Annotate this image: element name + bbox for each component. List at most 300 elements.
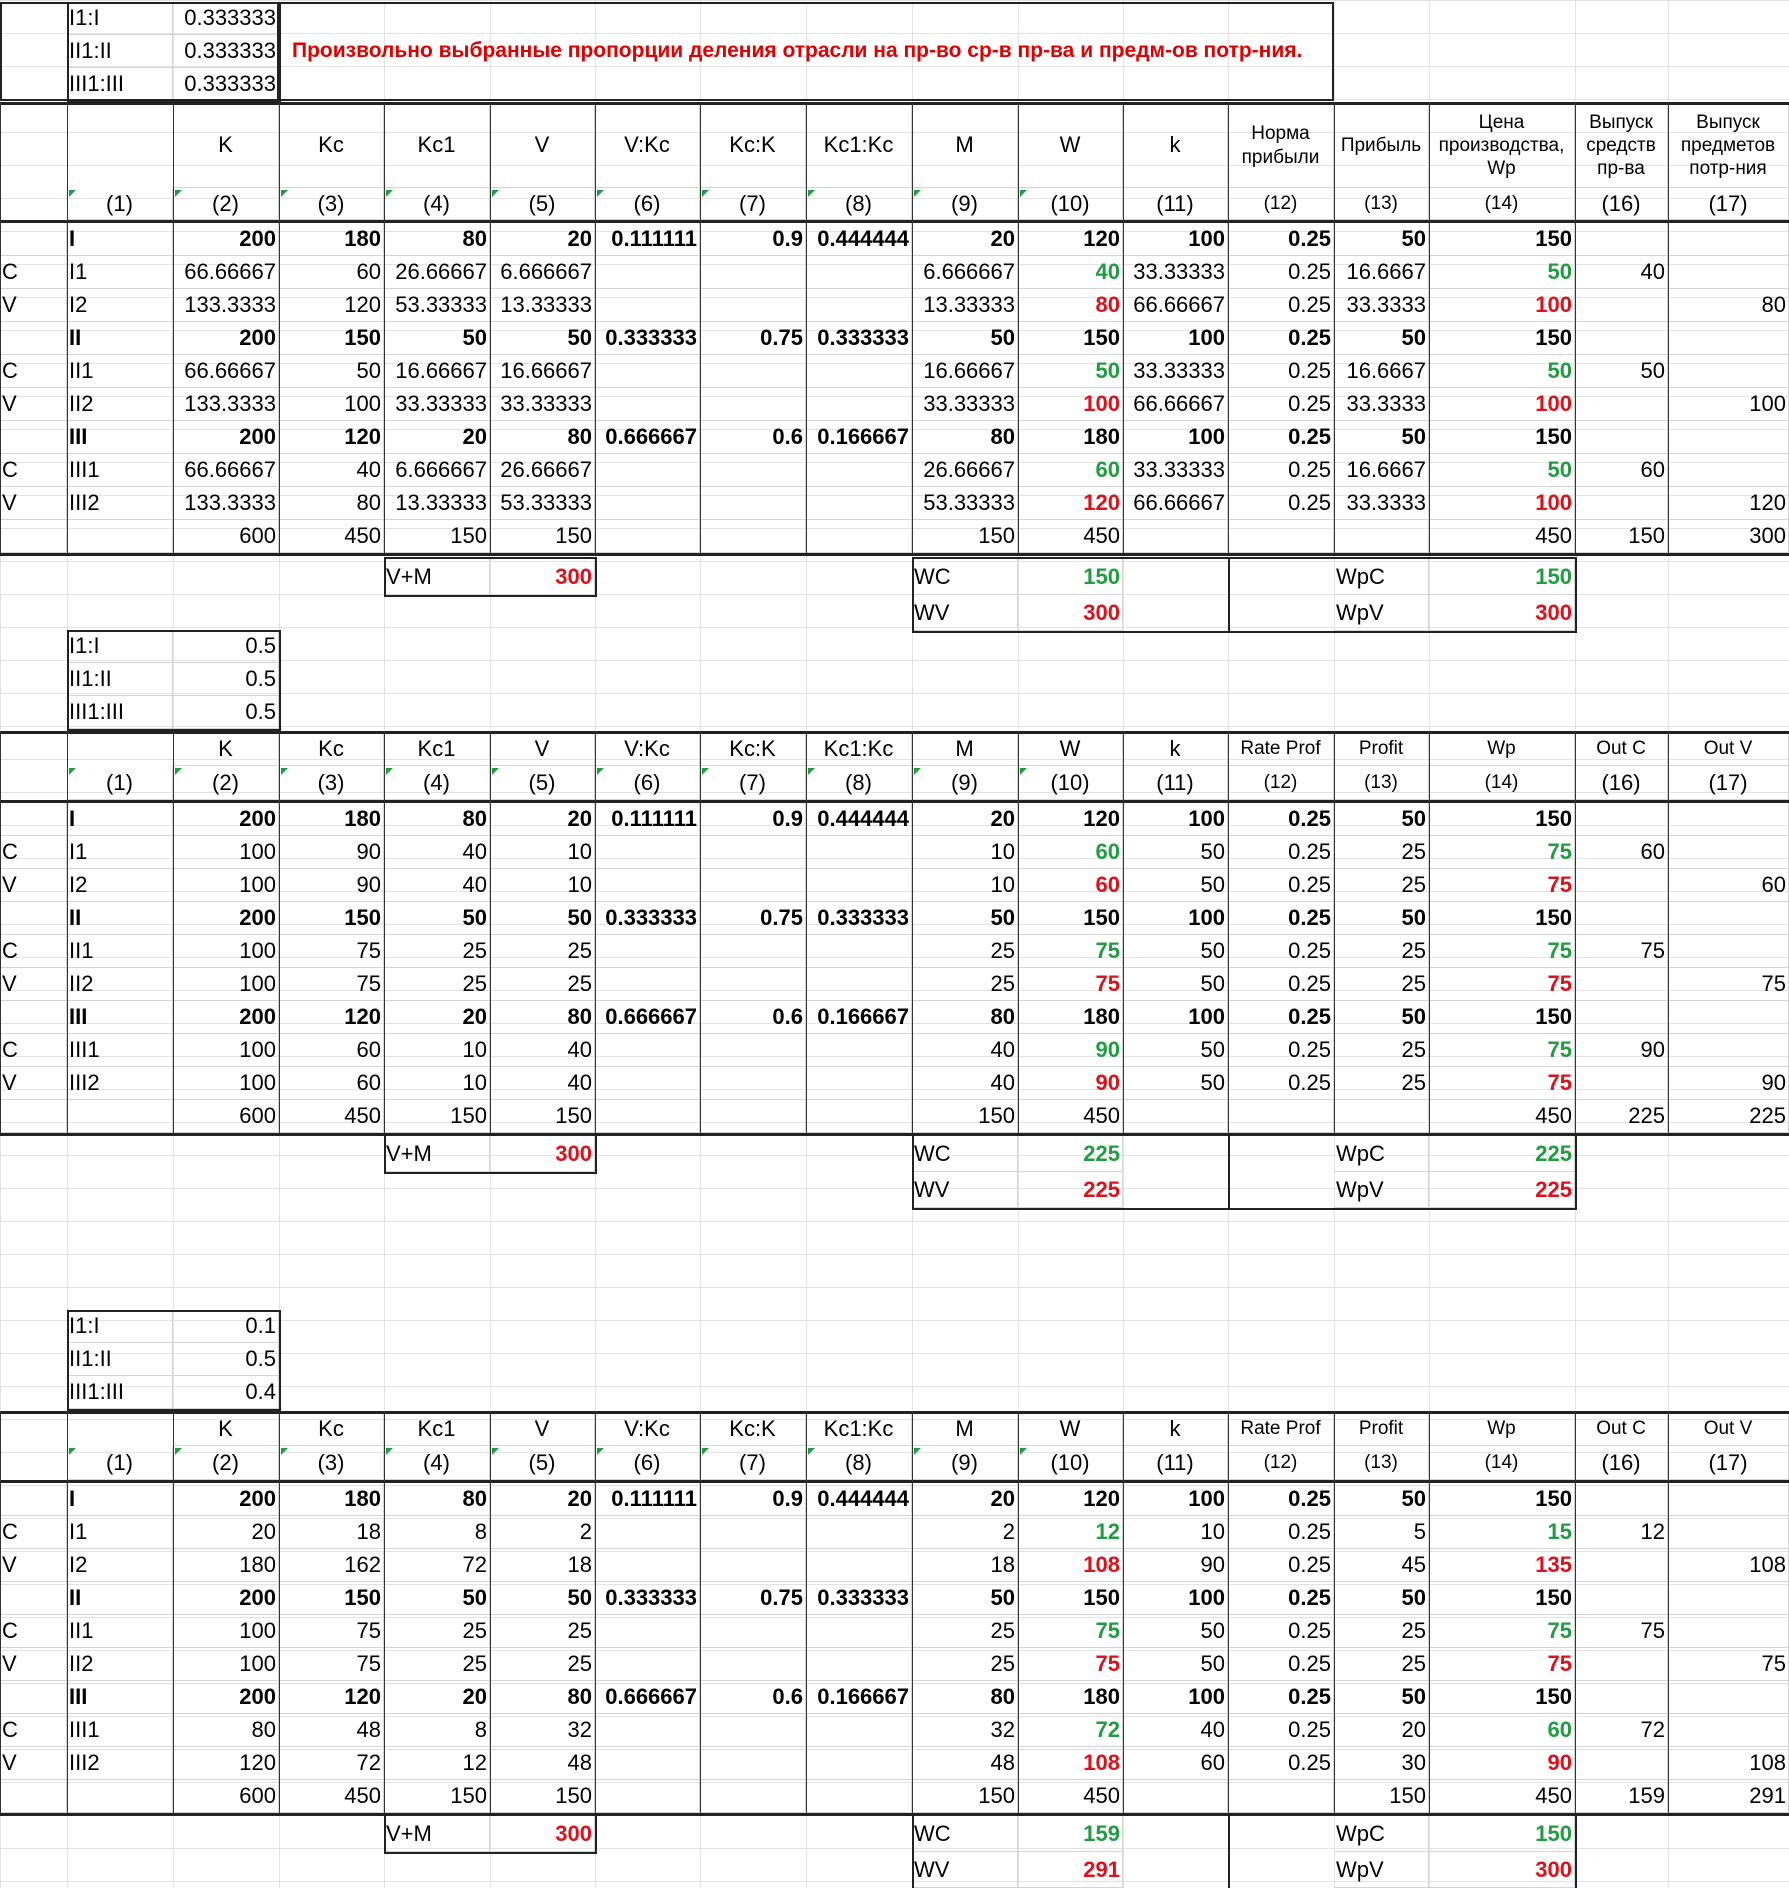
data-cell[interactable]: 5 xyxy=(1334,1516,1429,1549)
data-cell[interactable]: 25 xyxy=(490,968,595,1001)
data-cell[interactable]: 16.6667 xyxy=(1334,454,1429,487)
column-header[interactable]: Выпуск предметов потр-ния xyxy=(1668,104,1789,188)
data-cell[interactable]: 100 xyxy=(173,869,279,902)
data-cell[interactable]: 100 xyxy=(173,935,279,968)
column-number[interactable]: (14) xyxy=(1429,1446,1575,1480)
data-cell[interactable]: 66.66667 xyxy=(173,355,279,388)
total-cell[interactable] xyxy=(67,1100,173,1133)
data-cell[interactable]: 25 xyxy=(1334,869,1429,902)
data-cell[interactable]: 33.33333 xyxy=(1123,256,1228,289)
data-cell[interactable]: 16.66667 xyxy=(490,355,595,388)
column-header[interactable]: Kc:K xyxy=(700,1413,806,1446)
data-cell[interactable]: 75 xyxy=(279,1648,384,1681)
data-cell[interactable] xyxy=(1668,803,1789,836)
column-header[interactable]: Profit xyxy=(1334,733,1429,766)
data-cell[interactable]: 50 xyxy=(384,322,490,355)
data-cell[interactable] xyxy=(1575,1067,1668,1100)
total-cell[interactable]: 225 xyxy=(1575,1100,1668,1133)
proportion-value[interactable]: 0.1 xyxy=(173,1310,279,1343)
data-cell[interactable]: I1 xyxy=(67,836,173,869)
data-cell[interactable]: I1 xyxy=(67,256,173,289)
data-cell[interactable]: 40 xyxy=(490,1034,595,1067)
data-cell[interactable] xyxy=(806,1034,912,1067)
data-cell[interactable]: 150 xyxy=(1018,1582,1123,1615)
column-number[interactable]: (11) xyxy=(1123,188,1228,220)
proportion-label[interactable]: I1:I xyxy=(67,1310,173,1343)
data-cell[interactable]: 0.6 xyxy=(700,421,806,454)
data-cell[interactable] xyxy=(806,355,912,388)
data-cell[interactable]: 75 xyxy=(279,1615,384,1648)
data-cell[interactable]: V xyxy=(0,968,67,1001)
wc-label[interactable]: WC xyxy=(912,1136,1018,1172)
data-cell[interactable] xyxy=(1668,1034,1789,1067)
data-cell[interactable]: 50 xyxy=(1334,421,1429,454)
column-number[interactable]: (9) xyxy=(912,1446,1018,1480)
data-cell[interactable]: 25 xyxy=(384,1615,490,1648)
data-cell[interactable]: 20 xyxy=(912,803,1018,836)
data-cell[interactable]: 72 xyxy=(279,1747,384,1780)
column-number[interactable]: (9) xyxy=(912,188,1018,220)
data-cell[interactable]: 25 xyxy=(912,935,1018,968)
data-cell[interactable] xyxy=(1575,1648,1668,1681)
data-cell[interactable]: 50 xyxy=(912,902,1018,935)
data-cell[interactable]: V xyxy=(0,1067,67,1100)
data-cell[interactable]: 40 xyxy=(1018,256,1123,289)
data-cell[interactable]: 20 xyxy=(912,223,1018,256)
data-cell[interactable]: 15 xyxy=(1429,1516,1575,1549)
total-cell[interactable] xyxy=(806,1100,912,1133)
wpc-label[interactable]: WpC xyxy=(1334,1816,1429,1852)
total-cell[interactable]: 150 xyxy=(1334,1780,1429,1813)
data-cell[interactable]: 100 xyxy=(1123,1681,1228,1714)
data-cell[interactable]: 75 xyxy=(1018,968,1123,1001)
total-cell[interactable]: 150 xyxy=(490,1780,595,1813)
data-cell[interactable]: 50 xyxy=(1334,1582,1429,1615)
data-cell[interactable]: 75 xyxy=(1429,1034,1575,1067)
data-cell[interactable] xyxy=(1575,869,1668,902)
data-cell[interactable]: 100 xyxy=(173,1615,279,1648)
column-number[interactable]: (7) xyxy=(700,766,806,800)
data-cell[interactable]: 0.25 xyxy=(1228,869,1334,902)
data-cell[interactable]: 200 xyxy=(173,1001,279,1034)
data-cell[interactable]: 100 xyxy=(1668,388,1789,421)
data-cell[interactable]: 33.33333 xyxy=(1123,454,1228,487)
column-number[interactable]: (11) xyxy=(1123,766,1228,800)
data-cell[interactable]: 10 xyxy=(384,1034,490,1067)
data-cell[interactable]: 10 xyxy=(1123,1516,1228,1549)
data-cell[interactable]: 100 xyxy=(1123,1582,1228,1615)
data-cell[interactable]: 100 xyxy=(1123,421,1228,454)
total-cell[interactable]: 450 xyxy=(1018,1100,1123,1133)
data-cell[interactable]: 10 xyxy=(384,1067,490,1100)
data-cell[interactable]: 25 xyxy=(1334,968,1429,1001)
data-cell[interactable]: III1 xyxy=(67,454,173,487)
column-header[interactable]: Out C xyxy=(1575,1413,1668,1446)
data-cell[interactable]: 0.25 xyxy=(1228,322,1334,355)
data-cell[interactable]: 150 xyxy=(1429,223,1575,256)
data-cell[interactable]: V xyxy=(0,1549,67,1582)
column-header[interactable]: Kc1 xyxy=(384,733,490,766)
data-cell[interactable]: 100 xyxy=(1123,322,1228,355)
data-cell[interactable]: 0.25 xyxy=(1228,289,1334,322)
data-cell[interactable]: 120 xyxy=(1018,803,1123,836)
data-cell[interactable]: 80 xyxy=(490,1001,595,1034)
wv-label[interactable]: WV xyxy=(912,1852,1018,1888)
data-cell[interactable]: 0.25 xyxy=(1228,1483,1334,1516)
column-header[interactable]: Out V xyxy=(1668,733,1789,766)
data-cell[interactable]: 25 xyxy=(1334,836,1429,869)
column-header[interactable]: M xyxy=(912,733,1018,766)
data-cell[interactable]: 75 xyxy=(1429,869,1575,902)
wv-label[interactable]: WV xyxy=(912,595,1018,631)
data-cell[interactable]: 25 xyxy=(384,968,490,1001)
data-cell[interactable]: 0.25 xyxy=(1228,803,1334,836)
data-cell[interactable]: 0.9 xyxy=(700,1483,806,1516)
total-cell[interactable]: 300 xyxy=(1668,520,1789,553)
data-cell[interactable] xyxy=(1668,421,1789,454)
data-cell[interactable]: 75 xyxy=(1018,1615,1123,1648)
data-cell[interactable]: 80 xyxy=(490,1681,595,1714)
data-cell[interactable]: 25 xyxy=(912,1615,1018,1648)
data-cell[interactable]: 20 xyxy=(384,1681,490,1714)
data-cell[interactable]: 100 xyxy=(173,968,279,1001)
data-cell[interactable]: III2 xyxy=(67,1067,173,1100)
data-cell[interactable]: 18 xyxy=(490,1549,595,1582)
data-cell[interactable]: 20 xyxy=(384,1001,490,1034)
column-header[interactable]: k xyxy=(1123,104,1228,188)
data-cell[interactable]: C xyxy=(0,1516,67,1549)
proportion-label[interactable]: III1:III xyxy=(67,696,173,729)
data-cell[interactable]: I2 xyxy=(67,1549,173,1582)
column-header[interactable]: W xyxy=(1018,733,1123,766)
data-cell[interactable]: 2 xyxy=(912,1516,1018,1549)
data-cell[interactable]: 32 xyxy=(912,1714,1018,1747)
data-cell[interactable]: 60 xyxy=(1575,454,1668,487)
data-cell[interactable] xyxy=(1668,836,1789,869)
data-cell[interactable] xyxy=(700,289,806,322)
data-cell[interactable]: I xyxy=(67,223,173,256)
column-number[interactable]: (10) xyxy=(1018,766,1123,800)
data-cell[interactable]: 120 xyxy=(279,421,384,454)
data-cell[interactable]: 0.25 xyxy=(1228,902,1334,935)
data-cell[interactable]: 100 xyxy=(1123,1483,1228,1516)
data-cell[interactable]: 0.25 xyxy=(1228,968,1334,1001)
data-cell[interactable]: 50 xyxy=(1429,256,1575,289)
data-cell[interactable]: III1 xyxy=(67,1034,173,1067)
data-cell[interactable]: 200 xyxy=(173,902,279,935)
wpc-label[interactable]: WpC xyxy=(1334,559,1429,595)
data-cell[interactable]: 50 xyxy=(1334,1483,1429,1516)
data-cell[interactable] xyxy=(0,1681,67,1714)
total-cell[interactable] xyxy=(1123,520,1228,553)
data-cell[interactable] xyxy=(700,935,806,968)
data-cell[interactable]: 150 xyxy=(1429,421,1575,454)
proportion-value[interactable]: 0.5 xyxy=(173,1343,279,1376)
data-cell[interactable]: 133.3333 xyxy=(173,388,279,421)
proportion-value[interactable]: 0.5 xyxy=(173,630,279,663)
data-cell[interactable]: 90 xyxy=(1018,1034,1123,1067)
data-cell[interactable] xyxy=(806,289,912,322)
data-cell[interactable]: 90 xyxy=(279,869,384,902)
column-number[interactable]: (14) xyxy=(1429,188,1575,220)
data-cell[interactable] xyxy=(700,454,806,487)
data-cell[interactable]: 60 xyxy=(1018,869,1123,902)
data-cell[interactable]: 120 xyxy=(1018,487,1123,520)
column-number[interactable]: (4) xyxy=(384,766,490,800)
data-cell[interactable] xyxy=(1668,256,1789,289)
total-cell[interactable]: 150 xyxy=(1575,520,1668,553)
total-cell[interactable] xyxy=(1123,1100,1228,1133)
data-cell[interactable]: III xyxy=(67,1001,173,1034)
data-cell[interactable]: 0.25 xyxy=(1228,1714,1334,1747)
data-cell[interactable]: 40 xyxy=(1575,256,1668,289)
data-cell[interactable]: 72 xyxy=(384,1549,490,1582)
data-cell[interactable] xyxy=(1575,968,1668,1001)
data-cell[interactable] xyxy=(595,487,700,520)
data-cell[interactable]: 48 xyxy=(912,1747,1018,1780)
data-cell[interactable]: 0.25 xyxy=(1228,1516,1334,1549)
column-number[interactable]: (10) xyxy=(1018,188,1123,220)
data-cell[interactable]: 0.25 xyxy=(1228,1067,1334,1100)
data-cell[interactable]: 13.33333 xyxy=(912,289,1018,322)
column-number[interactable]: (17) xyxy=(1668,188,1789,220)
data-cell[interactable]: II1 xyxy=(67,935,173,968)
data-cell[interactable] xyxy=(1668,454,1789,487)
column-number[interactable]: (7) xyxy=(700,1446,806,1480)
data-cell[interactable]: V xyxy=(0,869,67,902)
column-header[interactable]: Прибыль xyxy=(1334,104,1429,188)
data-cell[interactable]: 60 xyxy=(279,1034,384,1067)
total-cell[interactable]: 450 xyxy=(279,1100,384,1133)
data-cell[interactable]: C xyxy=(0,935,67,968)
column-number[interactable]: (2) xyxy=(173,188,279,220)
data-cell[interactable]: 50 xyxy=(912,322,1018,355)
data-cell[interactable]: 80 xyxy=(384,803,490,836)
data-cell[interactable]: I xyxy=(67,803,173,836)
data-cell[interactable] xyxy=(700,1549,806,1582)
data-cell[interactable]: 66.66667 xyxy=(1123,487,1228,520)
data-cell[interactable]: 48 xyxy=(279,1714,384,1747)
data-cell[interactable]: 33.33333 xyxy=(912,388,1018,421)
data-cell[interactable]: 75 xyxy=(1668,968,1789,1001)
data-cell[interactable]: 75 xyxy=(1668,1648,1789,1681)
data-cell[interactable]: 25 xyxy=(1334,935,1429,968)
data-cell[interactable]: 75 xyxy=(1575,935,1668,968)
data-cell[interactable] xyxy=(806,1648,912,1681)
data-cell[interactable]: 108 xyxy=(1018,1549,1123,1582)
data-cell[interactable]: 0.25 xyxy=(1228,1549,1334,1582)
proportion-label[interactable]: I1:I xyxy=(67,2,173,35)
data-cell[interactable]: 53.33333 xyxy=(912,487,1018,520)
data-cell[interactable]: 50 xyxy=(1334,1001,1429,1034)
data-cell[interactable] xyxy=(700,1615,806,1648)
data-cell[interactable]: V xyxy=(0,487,67,520)
data-cell[interactable]: 0.166667 xyxy=(806,1681,912,1714)
column-header[interactable]: Out V xyxy=(1668,1413,1789,1446)
wv-label[interactable]: WV xyxy=(912,1172,1018,1208)
data-cell[interactable]: 0.25 xyxy=(1228,1681,1334,1714)
column-number[interactable]: (8) xyxy=(806,188,912,220)
data-cell[interactable]: 100 xyxy=(1123,803,1228,836)
data-cell[interactable] xyxy=(806,935,912,968)
data-cell[interactable]: 150 xyxy=(1429,1483,1575,1516)
data-cell[interactable]: 0.25 xyxy=(1228,1034,1334,1067)
data-cell[interactable]: 6.666667 xyxy=(490,256,595,289)
vm-value[interactable]: 300 xyxy=(490,1816,595,1852)
data-cell[interactable]: 50 xyxy=(1123,1615,1228,1648)
data-cell[interactable]: II xyxy=(67,902,173,935)
data-cell[interactable] xyxy=(595,355,700,388)
data-cell[interactable]: III xyxy=(67,421,173,454)
data-cell[interactable]: 50 xyxy=(1429,454,1575,487)
data-cell[interactable]: 0.666667 xyxy=(595,421,700,454)
proportion-value[interactable]: 0.333333 xyxy=(173,68,279,101)
data-cell[interactable]: 150 xyxy=(279,322,384,355)
data-cell[interactable] xyxy=(595,1516,700,1549)
data-cell[interactable] xyxy=(595,836,700,869)
data-cell[interactable]: 180 xyxy=(1018,1681,1123,1714)
data-cell[interactable]: 80 xyxy=(912,1001,1018,1034)
column-number[interactable]: (12) xyxy=(1228,766,1334,800)
column-header[interactable]: Kc xyxy=(279,1413,384,1446)
data-cell[interactable]: 80 xyxy=(384,223,490,256)
data-cell[interactable]: V xyxy=(0,388,67,421)
data-cell[interactable]: 50 xyxy=(1429,355,1575,388)
column-number[interactable]: (16) xyxy=(1575,1446,1668,1480)
data-cell[interactable] xyxy=(595,1549,700,1582)
column-number[interactable]: (1) xyxy=(67,188,173,220)
data-cell[interactable]: 0.6 xyxy=(700,1001,806,1034)
total-cell[interactable]: 150 xyxy=(490,1100,595,1133)
column-number[interactable]: (13) xyxy=(1334,188,1429,220)
data-cell[interactable]: 45 xyxy=(1334,1549,1429,1582)
data-cell[interactable]: 200 xyxy=(173,1582,279,1615)
data-cell[interactable]: 0.444444 xyxy=(806,223,912,256)
total-cell[interactable]: 450 xyxy=(1429,520,1575,553)
total-cell[interactable]: 159 xyxy=(1575,1780,1668,1813)
data-cell[interactable]: 50 xyxy=(1334,803,1429,836)
data-cell[interactable] xyxy=(1668,1001,1789,1034)
data-cell[interactable]: 60 xyxy=(279,256,384,289)
data-cell[interactable]: 150 xyxy=(1018,322,1123,355)
data-cell[interactable]: 75 xyxy=(1429,1067,1575,1100)
data-cell[interactable]: 200 xyxy=(173,421,279,454)
data-cell[interactable]: 2 xyxy=(490,1516,595,1549)
data-cell[interactable]: 75 xyxy=(1429,968,1575,1001)
data-cell[interactable]: 0.25 xyxy=(1228,836,1334,869)
data-cell[interactable] xyxy=(806,1549,912,1582)
data-cell[interactable]: 0.333333 xyxy=(595,1582,700,1615)
column-header[interactable]: k xyxy=(1123,733,1228,766)
column-header[interactable]: Rate Prof xyxy=(1228,733,1334,766)
data-cell[interactable] xyxy=(1575,388,1668,421)
data-cell[interactable]: 150 xyxy=(1429,1582,1575,1615)
proportion-value[interactable]: 0.333333 xyxy=(173,35,279,68)
column-header[interactable]: Kc1:Kc xyxy=(806,1413,912,1446)
column-number[interactable]: (9) xyxy=(912,766,1018,800)
wc-value[interactable]: 159 xyxy=(1018,1816,1123,1852)
column-number[interactable]: (12) xyxy=(1228,188,1334,220)
data-cell[interactable]: 50 xyxy=(490,1582,595,1615)
data-cell[interactable] xyxy=(595,1615,700,1648)
data-cell[interactable] xyxy=(595,289,700,322)
data-cell[interactable]: 75 xyxy=(1429,836,1575,869)
data-cell[interactable]: 25 xyxy=(1334,1615,1429,1648)
wpc-value[interactable]: 225 xyxy=(1429,1136,1575,1172)
column-number[interactable]: (1) xyxy=(67,766,173,800)
data-cell[interactable] xyxy=(0,421,67,454)
data-cell[interactable]: 0.25 xyxy=(1228,1001,1334,1034)
data-cell[interactable]: 66.66667 xyxy=(1123,289,1228,322)
data-cell[interactable]: 12 xyxy=(1018,1516,1123,1549)
data-cell[interactable] xyxy=(1668,935,1789,968)
total-cell[interactable]: 450 xyxy=(1018,520,1123,553)
data-cell[interactable]: 0.25 xyxy=(1228,355,1334,388)
proportion-value[interactable]: 0.5 xyxy=(173,663,279,696)
data-cell[interactable]: 80 xyxy=(279,487,384,520)
data-cell[interactable]: III2 xyxy=(67,1747,173,1780)
vm-label[interactable]: V+M xyxy=(384,1816,490,1852)
total-cell[interactable] xyxy=(1228,1100,1334,1133)
column-number[interactable]: (11) xyxy=(1123,1446,1228,1480)
total-cell[interactable] xyxy=(67,520,173,553)
data-cell[interactable]: 50 xyxy=(1334,902,1429,935)
wc-label[interactable]: WC xyxy=(912,559,1018,595)
data-cell[interactable]: 33.3333 xyxy=(1334,388,1429,421)
data-cell[interactable]: 120 xyxy=(1018,223,1123,256)
data-cell[interactable]: 25 xyxy=(384,935,490,968)
column-number[interactable]: (3) xyxy=(279,766,384,800)
data-cell[interactable]: 100 xyxy=(173,836,279,869)
data-cell[interactable]: 100 xyxy=(173,1034,279,1067)
data-cell[interactable]: 20 xyxy=(1334,1714,1429,1747)
wv-value[interactable]: 300 xyxy=(1018,595,1123,631)
total-cell[interactable]: 150 xyxy=(490,520,595,553)
column-header[interactable]: Выпуск средств пр-ва xyxy=(1575,104,1668,188)
data-cell[interactable]: 80 xyxy=(173,1714,279,1747)
data-cell[interactable] xyxy=(806,836,912,869)
total-cell[interactable] xyxy=(595,1100,700,1133)
data-cell[interactable] xyxy=(1575,1582,1668,1615)
column-header[interactable]: V:Kc xyxy=(595,104,700,188)
data-cell[interactable]: 90 xyxy=(1575,1034,1668,1067)
wpc-value[interactable]: 150 xyxy=(1429,559,1575,595)
data-cell[interactable]: 75 xyxy=(279,968,384,1001)
data-cell[interactable]: 25 xyxy=(1334,1067,1429,1100)
data-cell[interactable] xyxy=(1575,1549,1668,1582)
wv-value[interactable]: 291 xyxy=(1018,1852,1123,1888)
data-cell[interactable]: 50 xyxy=(912,1582,1018,1615)
data-cell[interactable] xyxy=(700,869,806,902)
data-cell[interactable] xyxy=(0,902,67,935)
data-cell[interactable]: 50 xyxy=(384,902,490,935)
column-number[interactable]: (5) xyxy=(490,1446,595,1480)
total-cell[interactable]: 450 xyxy=(279,520,384,553)
data-cell[interactable]: 40 xyxy=(1123,1714,1228,1747)
data-cell[interactable]: 75 xyxy=(279,935,384,968)
data-cell[interactable]: 33.33333 xyxy=(384,388,490,421)
data-cell[interactable]: 16.6667 xyxy=(1334,256,1429,289)
data-cell[interactable]: 30 xyxy=(1334,1747,1429,1780)
data-cell[interactable]: C xyxy=(0,836,67,869)
data-cell[interactable] xyxy=(1668,1714,1789,1747)
column-header[interactable]: V xyxy=(490,1413,595,1446)
data-cell[interactable]: 50 xyxy=(1334,223,1429,256)
data-cell[interactable] xyxy=(700,487,806,520)
data-cell[interactable] xyxy=(1668,1483,1789,1516)
data-cell[interactable]: V xyxy=(0,1747,67,1780)
total-cell[interactable]: 150 xyxy=(912,1100,1018,1133)
